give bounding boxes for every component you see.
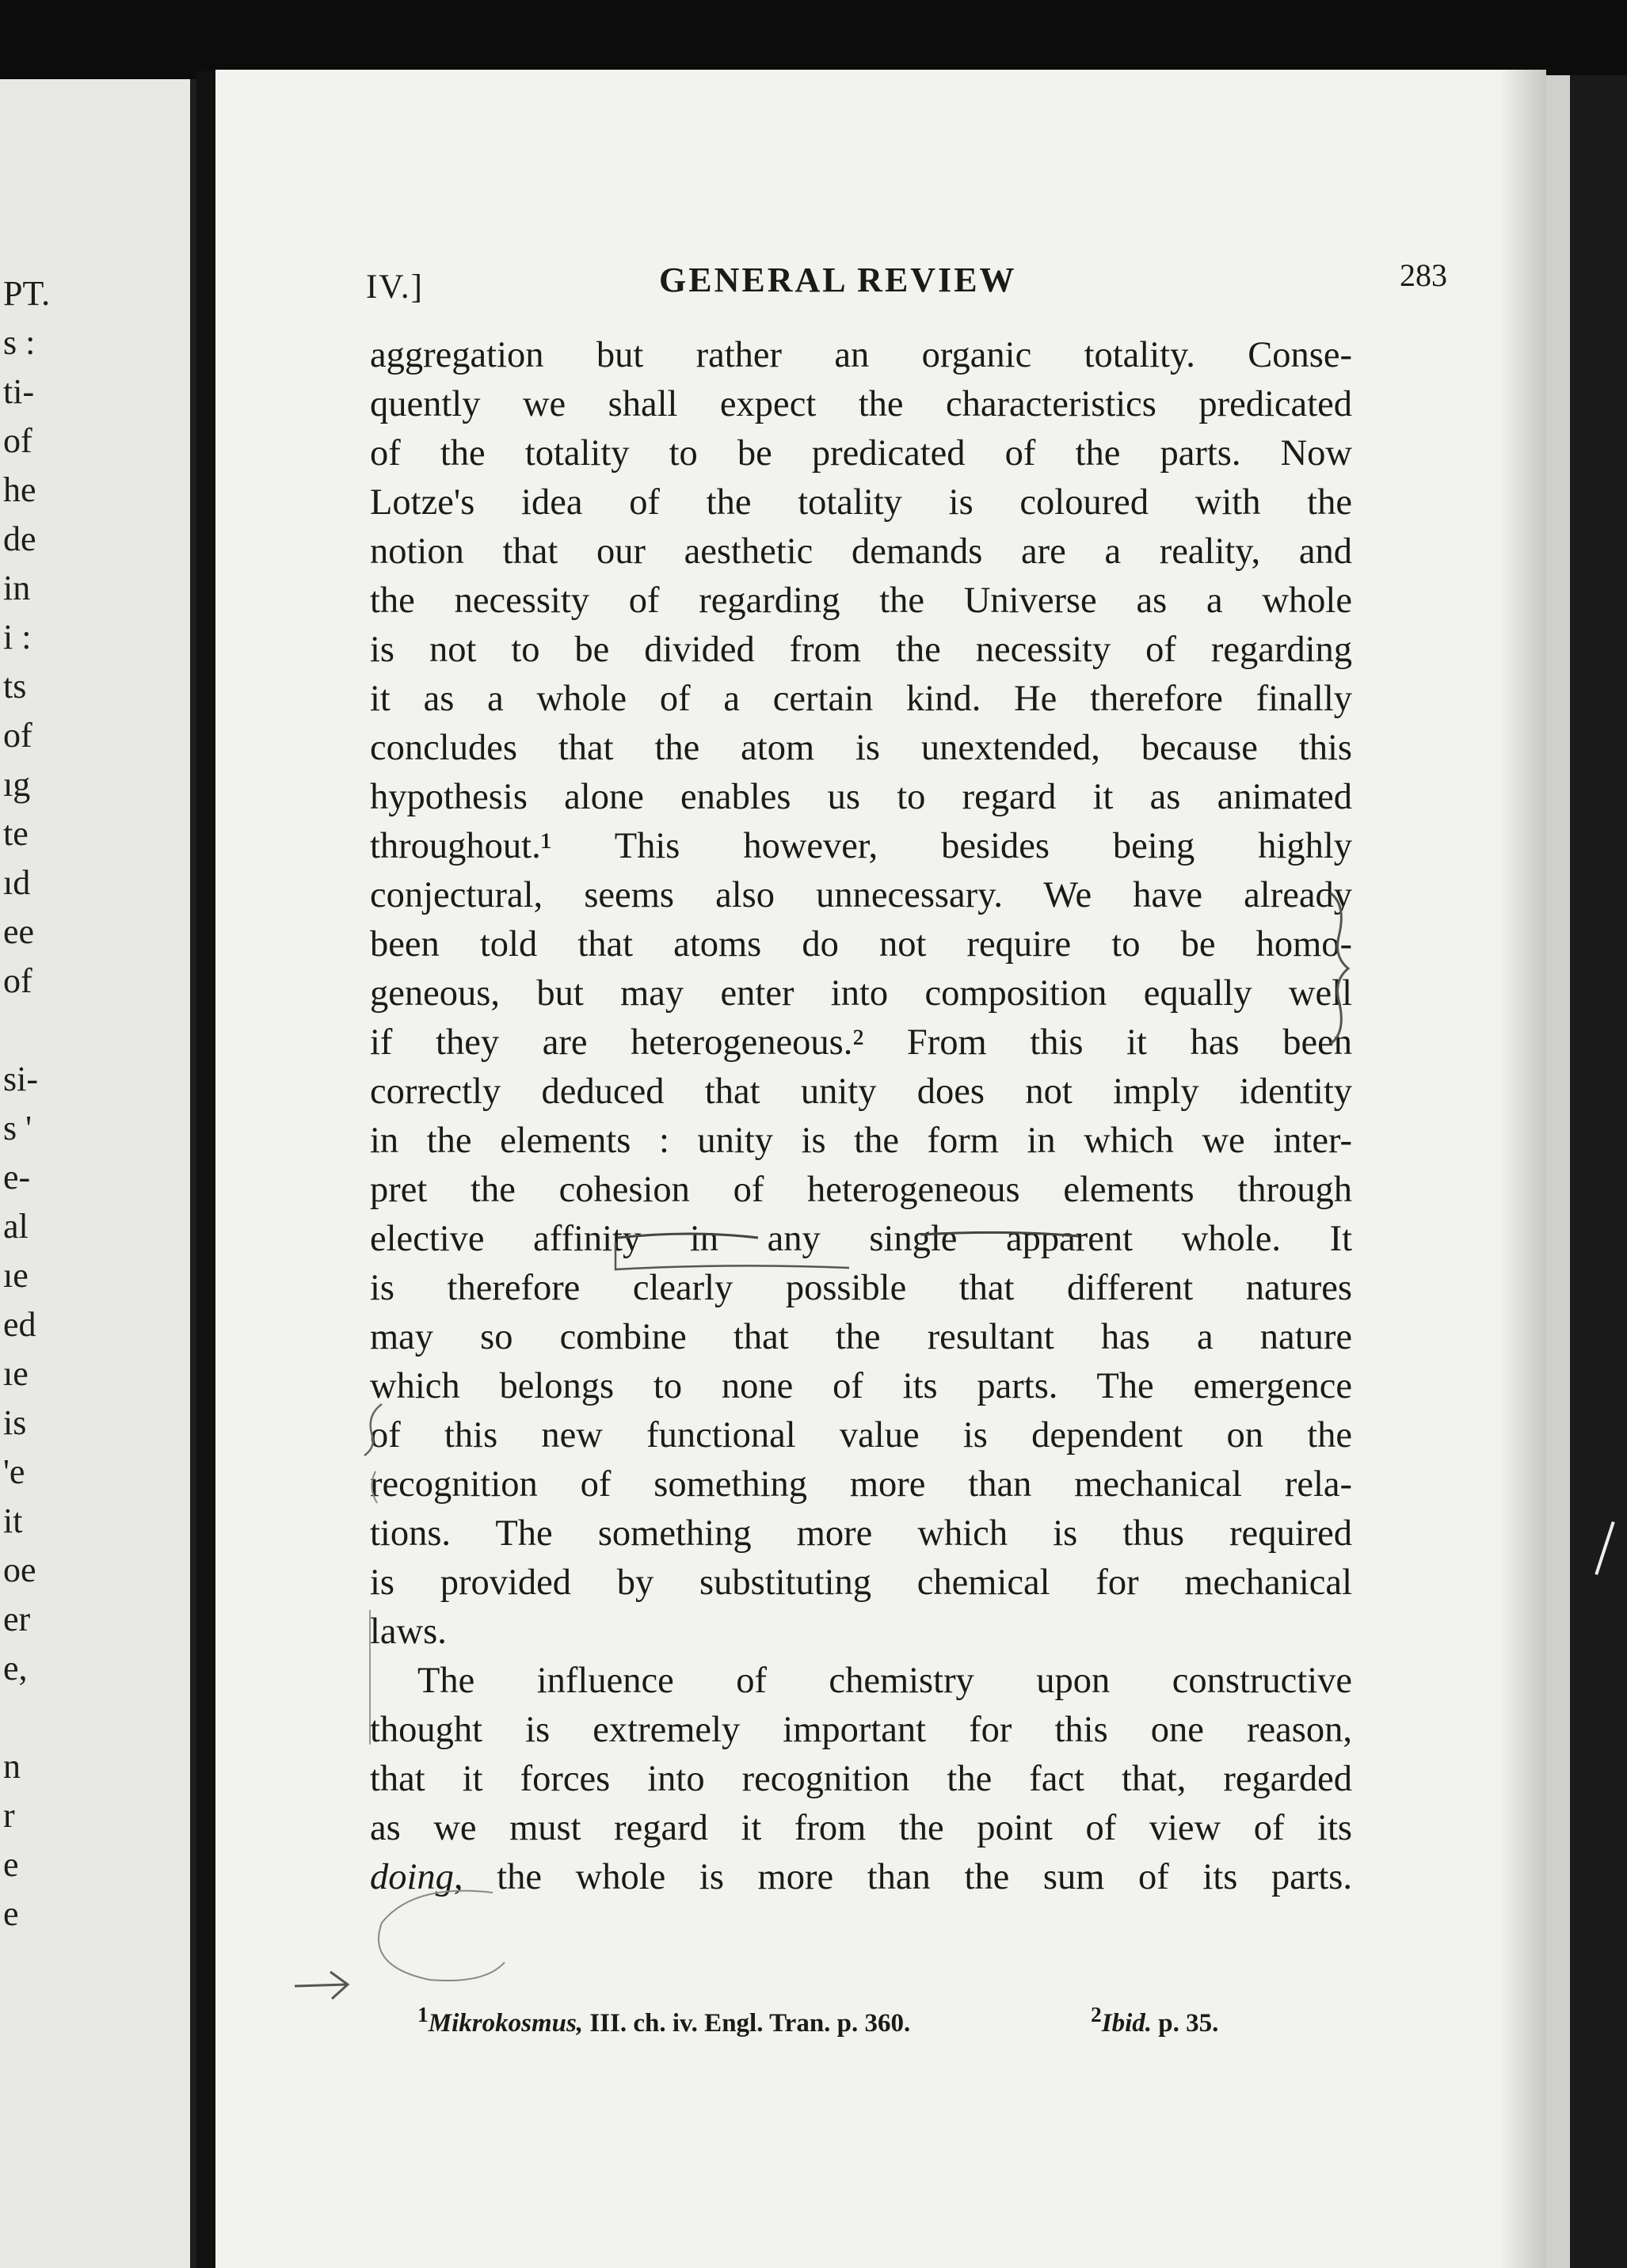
left-page-border (190, 79, 196, 2268)
right-page (215, 70, 1546, 2268)
footnote-text: p. 35. (1152, 2009, 1219, 2038)
text-line: of the totality to be predicated of the parts. Now (370, 433, 1352, 474)
left-page-text-fragments: PT. s : ti- of he de in i : ts of ıg te ıd ee of si- s ' e- al ıe ed ıe is 'e it oe er e, n r e e (3, 274, 51, 1933)
text-line: of this new functional value is dependent on the (370, 1415, 1352, 1456)
page-header (366, 257, 1522, 323)
text-line: throughout.¹ This however, besides being highly (370, 826, 1352, 866)
text-line: elective affinity in any single apparent whole. It (370, 1219, 1352, 1259)
text-line: recognition of something more than mechanical rela- (370, 1464, 1352, 1505)
text-line: if they are heterogeneous.² From this it has been (370, 1022, 1352, 1063)
text-line: conjectural, seems also unnecessary. We have already (370, 875, 1352, 915)
section-number: IV.] (366, 268, 424, 306)
text-line: tions. The something more which is thus required (370, 1513, 1352, 1554)
text-line: concludes that the atom is unextended, because this (370, 728, 1352, 768)
text-line: hypothesis alone enables us to regard it as animated (370, 777, 1352, 817)
text-line: is provided by substituting chemical for mechanical (370, 1562, 1352, 1603)
text-line: is not to be divided from the necessity of regarding (370, 630, 1352, 670)
footnote-1 (417, 2002, 910, 2038)
left-page-edge (0, 79, 196, 2268)
page-stack-stripe (1546, 75, 1570, 2268)
text-line: pret the cohesion of heterogeneous elements through (370, 1170, 1352, 1210)
footnote-text: III. ch. iv. Engl. Tran. p. 360. (583, 2009, 911, 2038)
emphasis-doing: doing, (370, 1857, 463, 1897)
pencil-arrow-icon (291, 1962, 354, 2010)
page-edge-shadow (1499, 70, 1546, 2268)
text-line: laws. (370, 1612, 447, 1652)
text-line: it as a whole of a certain kind. He therefore finally (370, 679, 1352, 719)
text-line: geneous, but may enter into composition equally well (370, 973, 1352, 1014)
text-line: been told that atoms do not require to be homo- (370, 924, 1352, 965)
text-line: The influence of chemistry upon constructive (417, 1661, 1352, 1701)
footnote-marker: 1 (417, 2002, 429, 2026)
page-stack-edge (1546, 75, 1627, 2268)
text-line-final (370, 1853, 1352, 1902)
text-line: thought is extremely important for this one reason, (370, 1710, 1352, 1750)
footnote-title: Mikrokosmus, (428, 2009, 584, 2038)
final-line-text: the whole is more than the sum of its parts. (497, 1857, 1352, 1897)
text-line: notion that our aesthetic demands are a reality, and (370, 531, 1352, 572)
text-line: that it forces into recognition the fact that, regarded (370, 1759, 1352, 1799)
page-number: 283 (1400, 257, 1447, 293)
running-title: GENERAL REVIEW (659, 261, 1017, 299)
text-line: may so combine that the resultant has a nature (370, 1317, 1352, 1357)
text-line: which belongs to none of its parts. The emergence (370, 1366, 1352, 1406)
body-text (370, 331, 1352, 1902)
text-line: quently we shall expect the characteristics predicated (370, 384, 1352, 424)
footnote-marker: 2 (1091, 2002, 1102, 2026)
book-gutter (196, 71, 217, 2268)
text-line: the necessity of regarding the Universe as a whole (370, 580, 1352, 621)
text-line: in the elements : unity is the form in which we inter- (370, 1121, 1352, 1161)
text-line: is therefore clearly possible that different natures (370, 1268, 1352, 1308)
text-line: Lotze's idea of the totality is coloured with the (370, 482, 1352, 523)
footnote-2 (1091, 2002, 1218, 2038)
text-line: as we must regard it from the point of view of its (370, 1808, 1352, 1848)
footnote-title: Ibid. (1101, 2009, 1153, 2038)
text-line: aggregation but rather an organic totality. Conse- (370, 335, 1352, 375)
text-line: correctly deduced that unity does not imply identity (370, 1071, 1352, 1112)
